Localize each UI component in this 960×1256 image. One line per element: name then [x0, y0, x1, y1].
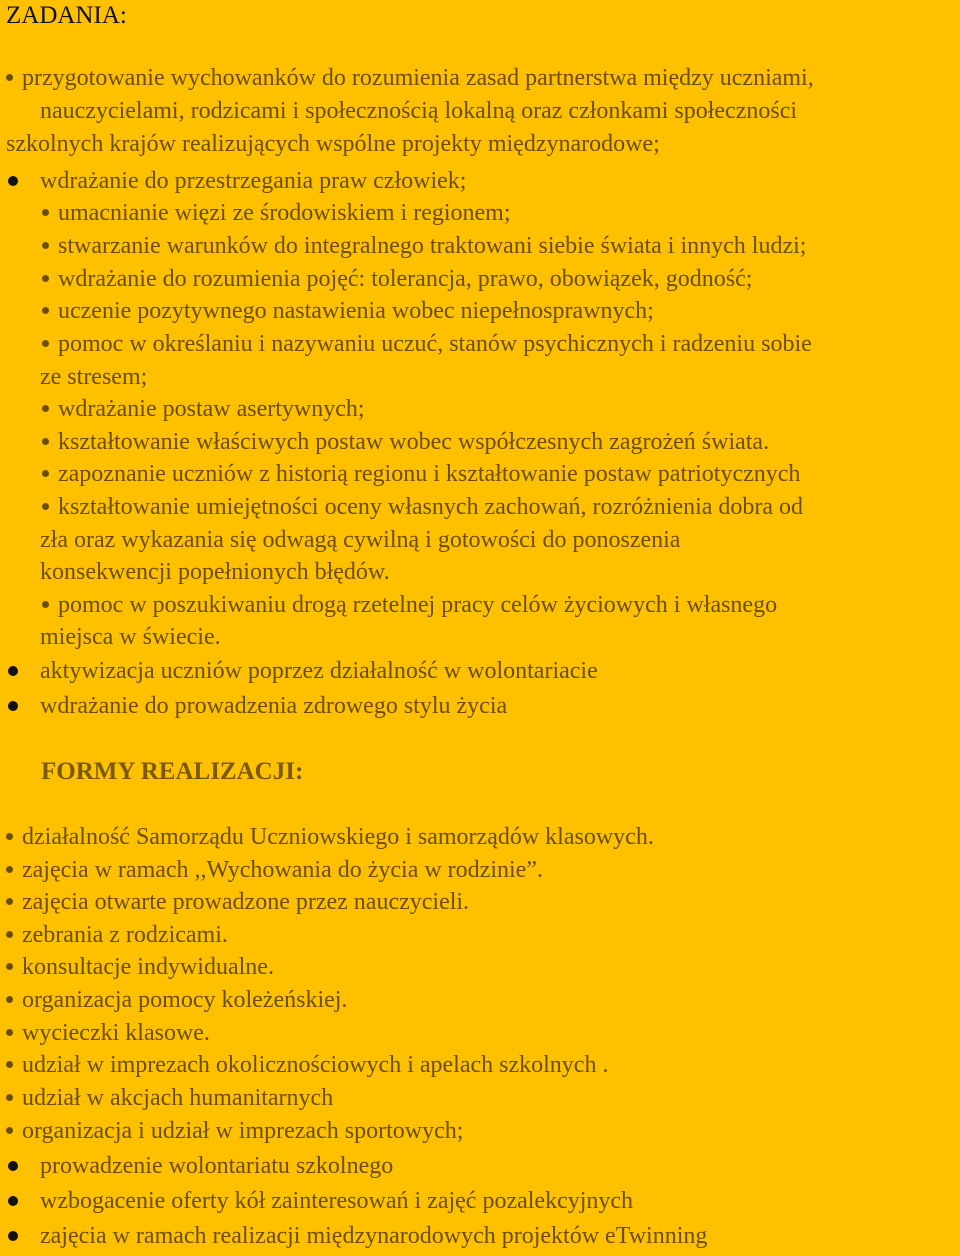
bullet-icon: [6, 931, 13, 938]
bullet-icon: [42, 601, 49, 608]
zadania-line: wdrażanie do rozumienia pojęć: tolerancja, prawo, obowiązek, godność;: [58, 266, 753, 292]
bullet-icon: [42, 209, 49, 216]
zadania-line: kształtowanie umiejętności oceny własnych zachowań, rozróżnienia dobra od: [58, 494, 804, 520]
bullet-icon: [42, 470, 49, 477]
formy-line: udział w imprezach okolicznościowych i apelach szkolnych .: [22, 1052, 609, 1078]
zadania-heading: ZADANIA:: [6, 2, 127, 29]
bullet-icon: [42, 438, 49, 445]
zadania-line: zła oraz wykazania się odwagą cywilną i gotowości do ponoszenia: [40, 527, 681, 553]
bullet-icon: [8, 1196, 18, 1206]
formy-line: udział w akcjach humanitarnych: [22, 1085, 334, 1111]
zadania-line: wdrażanie do przestrzegania praw człowiek;: [40, 168, 467, 194]
bullet-icon: [6, 963, 13, 970]
zadania-line: pomoc w poszukiwaniu drogą rzetelnej pracy celów życiowych i własnego: [58, 592, 778, 618]
formy-line: konsultacje indywidualne.: [22, 954, 274, 980]
bullet-icon: [6, 996, 13, 1003]
bullet-icon: [8, 176, 18, 186]
bullet-icon: [6, 1127, 13, 1134]
formy-line: organizacja pomocy koleżeńskiej.: [22, 987, 348, 1013]
bullet-icon: [8, 666, 18, 676]
bullet-icon: [8, 701, 18, 711]
bullet-icon: [8, 1231, 18, 1241]
zadania-line: szkolnych krajów realizujących wspólne projekty międzynarodowe;: [6, 131, 660, 157]
formy-line: wycieczki klasowe.: [22, 1020, 210, 1046]
bullet-icon: [6, 898, 13, 905]
bullet-icon: [42, 503, 49, 510]
zadania-line: umacnianie więzi ze środowiskiem i regionem;: [58, 200, 511, 226]
bullet-icon: [6, 74, 13, 81]
formy-line: wzbogacenie oferty kół zainteresowań i zajęć pozalekcyjnych: [40, 1188, 634, 1214]
formy-realizacji-heading: FORMY REALIZACJI:: [41, 758, 304, 785]
formy-line: działalność Samorządu Uczniowskiego i samorządów klasowych.: [22, 824, 654, 850]
bullet-icon: [42, 275, 49, 282]
zadania-line: stwarzanie warunków do integralnego traktowani siebie świata i innych ludzi;: [58, 233, 807, 259]
formy-line: zajęcia w ramach realizacji międzynarodowych projektów eTwinning: [40, 1223, 708, 1249]
bullet-icon: [6, 866, 13, 873]
formy-line: zajęcia otwarte prowadzone przez nauczycieli.: [22, 889, 470, 915]
bullet-icon: [6, 1061, 13, 1068]
bullet-icon: [8, 1161, 18, 1171]
zadania-line: kształtowanie właściwych postaw wobec współczesnych zagrożeń świata.: [58, 429, 770, 455]
zadania-line: wdrażanie do prowadzenia zdrowego stylu życia: [40, 693, 508, 719]
bullet-icon: [42, 405, 49, 412]
formy-line: zajęcia w ramach ,,Wychowania do życia w rodzinie”.: [22, 857, 543, 883]
bullet-icon: [42, 340, 49, 347]
zadania-line: wdrażanie postaw asertywnych;: [58, 396, 365, 422]
zadania-line: przygotowanie wychowanków do rozumienia zasad partnerstwa między uczniami,: [22, 65, 814, 91]
zadania-line: miejsca w świecie.: [40, 624, 221, 650]
zadania-line: nauczycielami, rodzicami i społecznością lokalną oraz członkami społeczności: [40, 98, 798, 124]
zadania-line: zapoznanie uczniów z historią regionu i kształtowanie postaw patriotycznych: [58, 461, 801, 487]
zadania-line: aktywizacja uczniów poprzez działalność w wolontariacie: [40, 658, 598, 684]
bullet-icon: [6, 1029, 13, 1036]
zadania-line: uczenie pozytywnego nastawienia wobec niepełnosprawnych;: [58, 298, 654, 324]
bullet-icon: [42, 242, 49, 249]
zadania-line: konsekwencji popełnionych błędów.: [40, 559, 390, 585]
zadania-line: ze stresem;: [40, 364, 148, 390]
bullet-icon: [6, 833, 13, 840]
formy-line: prowadzenie wolontariatu szkolnego: [40, 1153, 394, 1179]
bullet-icon: [6, 1094, 13, 1101]
bullet-icon: [42, 307, 49, 314]
formy-line: zebrania z rodzicami.: [22, 922, 228, 948]
formy-line: organizacja i udział w imprezach sportowych;: [22, 1118, 464, 1144]
zadania-line: pomoc w określaniu i nazywaniu uczuć, stanów psychicznych i radzeniu sobie: [58, 331, 812, 357]
